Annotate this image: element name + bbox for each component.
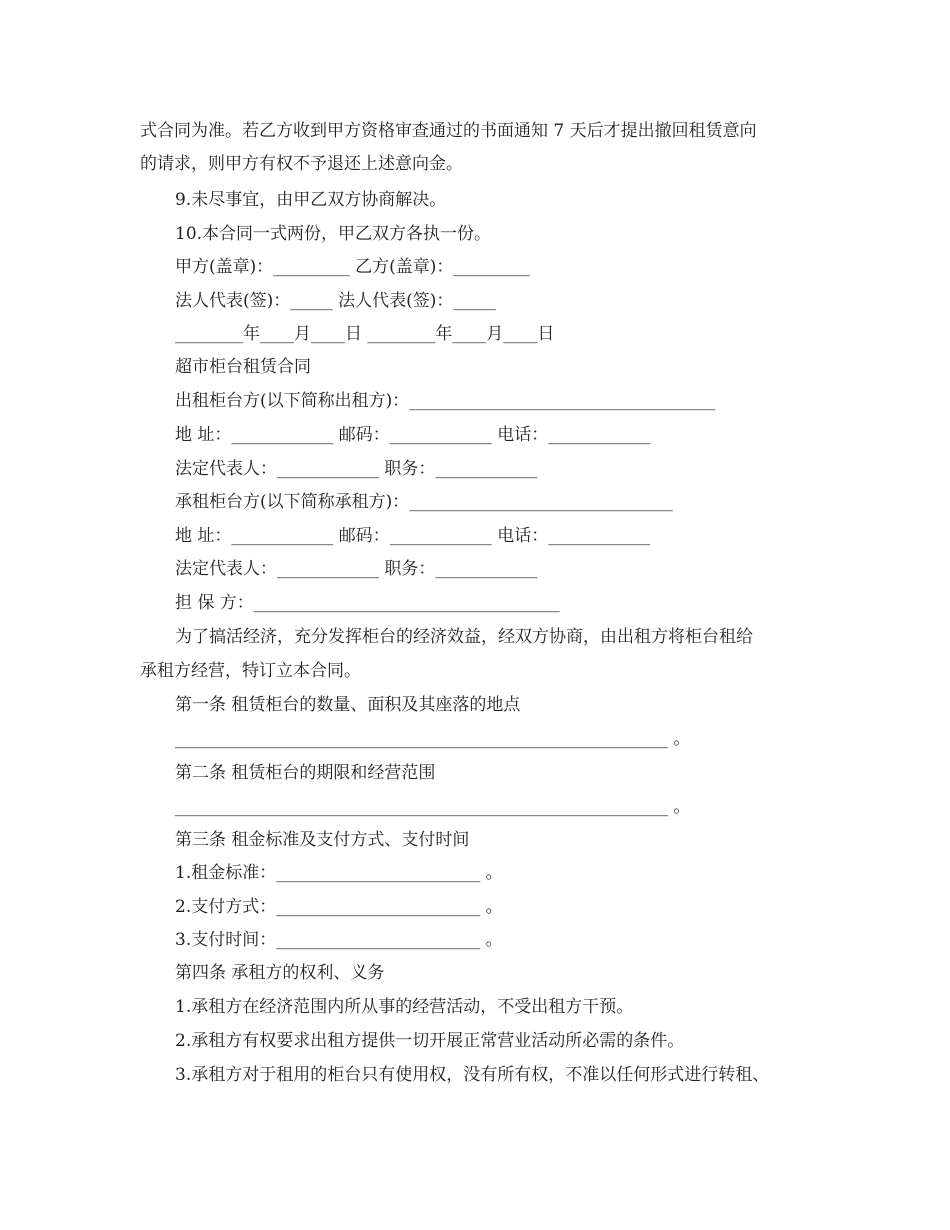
preamble-line: 为了搞活经济，充分发挥柜台的经济效益，经双方协商，由出租方将柜台租给 — [175, 627, 753, 647]
lessee-address-line: 地 址：____________ 邮码：____________ 电话：____________ — [175, 526, 651, 546]
article-4-item-3: 3.承租方对于租用的柜台只有使用权，没有所有权，不准以任何形式进行转租、 — [175, 1065, 770, 1085]
lessor-address-line: 地 址：____________ 邮码：____________ 电话：____________ — [175, 425, 651, 445]
preamble-line: 承租方经营，特订立本合同。 — [140, 661, 361, 681]
rent-standard-line: 1.租金标准：________________________ 。 — [175, 863, 503, 883]
seal-line: 甲方(盖章)：_________ 乙方(盖章)：_________ — [175, 257, 530, 277]
payment-time-line: 3.支付时间：________________________ 。 — [175, 930, 503, 950]
lessor-line: 出租柜台方(以下简称出租方)：____________________________________ — [175, 391, 716, 411]
paragraph-line: 的请求，则甲方有权不予退还上述意向金。 — [140, 154, 463, 174]
lessor-representative-line: 法定代表人：____________ 职务：____________ — [175, 459, 538, 479]
paragraph-line: 式合同为准。若乙方收到甲方资格审查通过的书面通知 7 天后才提出撤回租赁意向 — [140, 121, 757, 141]
article-4-heading: 第四条 承租方的权利、义务 — [175, 963, 385, 983]
article-2-blank: __________________________________________________________ 。 — [175, 797, 691, 817]
signature-line: 法人代表(签)：_____ 法人代表(签)：_____ — [175, 291, 496, 311]
lessee-line: 承租柜台方(以下简称承租方)：_______________________________ — [175, 492, 673, 512]
payment-method-line: 2.支付方式：________________________ 。 — [175, 897, 503, 917]
article-4-item-1: 1.承租方在经济范围内所从事的经营活动，不受出租方干预。 — [175, 997, 634, 1017]
contract-title: 超市柜台租赁合同 — [175, 357, 311, 377]
article-2-heading: 第二条 租赁柜台的期限和经营范围 — [175, 763, 436, 783]
clause-10: 10.本合同一式两份，甲乙双方各执一份。 — [175, 224, 492, 244]
clause-9: 9.未尽事宜，由甲乙双方协商解决。 — [175, 190, 447, 210]
article-4-item-2: 2.承租方有权要求出租方提供一切开展正常营业活动所必需的条件。 — [175, 1031, 685, 1051]
guarantor-line: 担 保 方：____________________________________ — [175, 593, 560, 613]
article-1-heading: 第一条 租赁柜台的数量、面积及其座落的地点 — [175, 695, 521, 715]
article-1-blank: __________________________________________________________ 。 — [175, 729, 691, 749]
article-3-heading: 第三条 租金标准及支付方式、支付时间 — [175, 830, 470, 850]
lessee-representative-line: 法定代表人：____________ 职务：____________ — [175, 559, 538, 579]
date-line: ________年____月____日 ________年____月____日 — [175, 324, 555, 344]
